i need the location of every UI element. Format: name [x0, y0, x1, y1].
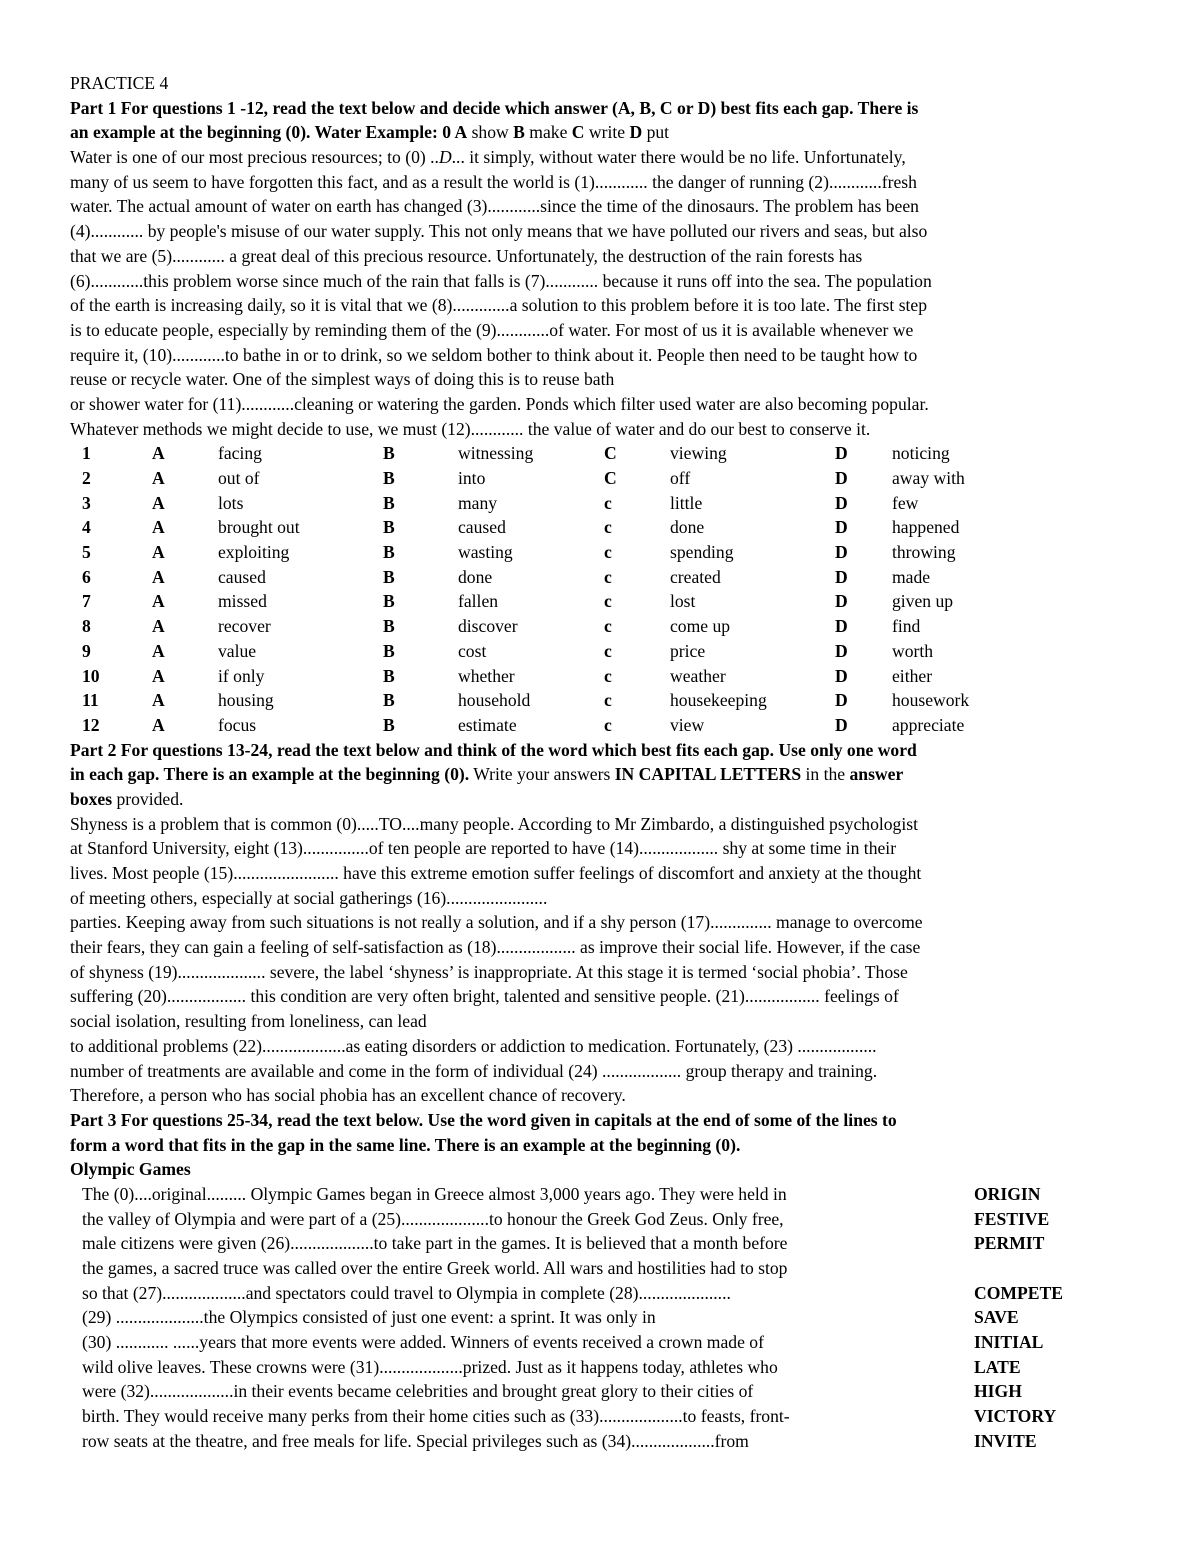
part2-instruction-line3	[70, 787, 1130, 812]
option-letter-b: B	[383, 640, 395, 661]
option-letter-b: B	[383, 665, 395, 686]
part2-text-line: of meeting others, especially at social gatherings (16).......................	[70, 887, 548, 908]
part3-row	[70, 1330, 1130, 1355]
options-row	[70, 688, 1130, 713]
option-letter-d: D	[835, 714, 848, 735]
option-c: spending	[670, 542, 734, 563]
option-d: few	[892, 492, 919, 513]
part2-text-line: Shyness is a problem that is common (0).....TO....many people. According to Mr Zimbardo, a distinguished psychologist	[70, 813, 918, 834]
option-c: lost	[670, 591, 696, 612]
option-d: either	[892, 665, 933, 686]
part2-instruction-line2	[70, 762, 1130, 787]
part2-text-line: social isolation, resulting from loneliness, can lead	[70, 1011, 427, 1032]
part1-text-line: require it, (10)............to bathe in or to drink, so we seldom bother to think about it. People then need to be taught how to	[70, 344, 918, 365]
part1-text-line: of the earth is increasing daily, so it is vital that we (8).............a solution to this problem before it is too late. The first step	[70, 295, 928, 316]
part3-keyword: INITIAL	[974, 1332, 1044, 1353]
part1-instruction: Part 1 For questions 1 -12, read the text below and decide which answer (A, B, C or D) best fits each gap. There is	[70, 97, 919, 118]
part1-options-table	[70, 441, 1130, 737]
part3-keyword: VICTORY	[974, 1406, 1057, 1427]
options-row	[70, 713, 1130, 738]
part1-text-line	[70, 145, 1130, 170]
option-b: caused	[458, 517, 506, 538]
part3-keyword: ORIGIN	[974, 1183, 1041, 1204]
options-row	[70, 639, 1130, 664]
part2-text-line: to additional problems (22)...................as eating disorders or addiction to medication. Fortunately, (23) ..................	[70, 1035, 877, 1056]
option-d: given up	[892, 591, 954, 612]
part1-text-line: that we are (5)............ a great deal of this precious resource. Unfortunately, the destruction of the rain forests has	[70, 245, 863, 266]
part3-text-line: The (0)....original......... Olympic Games began in Greece almost 3,000 years ago. They were held in	[82, 1183, 787, 1204]
options-row	[70, 441, 1130, 466]
part2-text-line: Therefore, a person who has social phobia has an excellent chance of recovery.	[70, 1085, 626, 1106]
option-c: price	[670, 640, 706, 661]
option-a: focus	[218, 714, 257, 735]
part1-text-line: or shower water for (11)............cleaning or watering the garden. Ponds which filter used water are also becoming popular.	[70, 393, 929, 414]
option-letter-d: D	[835, 468, 848, 488]
part2-instruction-emphasis: answer	[849, 764, 904, 785]
question-number: 3	[82, 492, 91, 513]
option-letter-b: B	[383, 492, 395, 513]
part1-text-fragment: ... it simply, without water there would be no life. Unfortunately,	[451, 147, 906, 168]
option-a: out of	[218, 468, 260, 488]
option-letter-d: D	[835, 640, 848, 661]
part1-text-line: Whatever methods we might decide to use, we must (12)............ the value of water and do our best to conserve it.	[70, 418, 871, 439]
option-b: fallen	[458, 591, 499, 612]
option-letter-b: B	[383, 443, 395, 464]
option-letter-d: D	[835, 517, 848, 538]
part3-keyword: PERMIT	[974, 1233, 1045, 1254]
option-letter-a: A	[152, 566, 165, 587]
part2-instruction-emphasis: IN CAPITAL LETTERS	[614, 764, 802, 785]
part3-row	[70, 1429, 1130, 1454]
part1-text-line: reuse or recycle water. One of the simplest ways of doing this is to reuse bath	[70, 369, 615, 390]
part3-text-line: (30) ............ ......years that more events were added. Winners of events received a crown made of	[82, 1332, 764, 1353]
part3-text-line: male citizens were given (26)...................to take part in the games. It is believed that a month before	[82, 1233, 788, 1254]
example-option-word: put	[642, 122, 670, 143]
question-number: 5	[82, 542, 91, 563]
option-letter-c: C	[604, 468, 617, 488]
option-c: view	[670, 714, 705, 735]
option-letter-b: B	[383, 690, 395, 711]
part3-row	[70, 1281, 1130, 1306]
part1-text-line: (6)............this problem worse since much of the rain that falls is (7)............ because it runs off into the sea. The population	[70, 270, 932, 291]
part3-text-line: wild olive leaves. These crowns were (31)...................prized. Just as it happens today, athletes who	[82, 1356, 778, 1377]
option-letter-b: B	[383, 468, 395, 488]
part1-text-fragment: Water is one of our most precious resources; to (0) ..	[70, 147, 439, 168]
example-option-letter: C	[571, 122, 585, 143]
option-d: appreciate	[892, 714, 965, 735]
option-d: made	[892, 566, 931, 587]
option-letter-d: D	[835, 542, 848, 563]
part3-keyword: LATE	[974, 1356, 1021, 1377]
part3-passage	[70, 1182, 1130, 1454]
option-b: cost	[458, 640, 487, 661]
part2-text-line: suffering (20).................. this condition are very often bright, talented and sensitive people. (21)................. feelings of	[70, 986, 899, 1007]
option-letter-d: D	[835, 591, 848, 612]
question-number: 10	[82, 665, 100, 686]
part3-row	[70, 1256, 1130, 1281]
part3-keyword: FESTIVE	[974, 1208, 1050, 1229]
example-option-letter: B	[513, 122, 525, 143]
option-c: come up	[670, 616, 731, 637]
option-letter-b: B	[383, 542, 395, 563]
part1-text-line: (4)............ by people's misuse of our water supply. This not only means that we have polluted our rivers and seas, but also	[70, 221, 928, 242]
part2-text-line: lives. Most people (15)........................ have this extreme emotion suffer feelings of discomfort and anxiety at the thought	[70, 863, 922, 883]
part2-text-line: parties. Keeping away from such situations is not really a solution, and if a shy person (17).............. manage to overcome	[70, 912, 923, 933]
option-a: if only	[218, 665, 265, 686]
option-b: household	[458, 690, 531, 711]
question-number: 7	[82, 591, 91, 612]
page-title: PRACTICE 4	[70, 73, 169, 93]
part3-row	[70, 1404, 1130, 1429]
example-option-word: write	[584, 122, 630, 143]
part2-text-line: at Stanford University, eight (13)...............of ten people are reported to have (14).................. shy at some time in their	[70, 838, 897, 859]
option-d: housework	[892, 690, 970, 711]
option-letter-a: A	[152, 665, 165, 686]
question-number: 8	[82, 616, 91, 637]
option-letter-a: A	[152, 640, 165, 661]
option-letter-a: A	[152, 616, 165, 637]
option-d: worth	[892, 640, 934, 661]
question-number: 2	[82, 468, 91, 488]
option-b: done	[458, 566, 493, 587]
option-letter-c: c	[604, 591, 612, 612]
part3-row	[70, 1355, 1130, 1380]
part3-keyword: COMPETE	[974, 1282, 1063, 1303]
option-letter-d: D	[835, 665, 848, 686]
option-a: missed	[218, 591, 267, 612]
question-number: 4	[82, 517, 91, 538]
option-a: caused	[218, 566, 266, 587]
part3-keyword: HIGH	[974, 1381, 1022, 1402]
options-row	[70, 664, 1130, 689]
option-letter-d: D	[835, 443, 848, 464]
part2-text-line: their fears, they can gain a feeling of self-satisfaction as (18).................. as improve their social life. However, if the case	[70, 937, 921, 958]
option-b: estimate	[458, 714, 517, 735]
options-row	[70, 491, 1130, 516]
options-row	[70, 466, 1130, 491]
part3-row	[70, 1305, 1130, 1330]
question-number: 6	[82, 566, 91, 587]
part1-example-line	[70, 120, 1130, 145]
option-d: happened	[892, 517, 960, 538]
option-b: whether	[458, 665, 515, 686]
part2-text-line: of shyness (19).................... severe, the label ‘shyness’ is inappropriate. At this stage it is termed ‘social phobia’. Those	[70, 961, 908, 982]
question-number: 1	[82, 443, 91, 464]
example-option-word: make	[524, 122, 572, 143]
part1-example-options	[467, 122, 669, 142]
option-c: off	[670, 468, 691, 488]
worksheet-page	[70, 71, 1130, 1454]
part1-text-line: water. The actual amount of water on earth has changed (3)............since the time of the dinosaurs. The problem has been	[70, 196, 919, 217]
question-number: 11	[82, 690, 99, 711]
option-letter-c: c	[604, 566, 612, 587]
option-b: wasting	[458, 542, 513, 563]
option-letter-a: A	[152, 714, 165, 735]
part3-instruction: Part 3 For questions 25-34, read the text below. Use the word given in capitals at the end of some of the lines to	[70, 1109, 897, 1130]
part3-instruction-line2: form a word that fits in the gap in the same line. There is an example at the beginning (0).	[70, 1134, 741, 1155]
part3-text-line: were (32)...................in their events became celebrities and brought great glory to their cities of	[82, 1381, 754, 1402]
option-letter-a: A	[152, 492, 165, 513]
part2-text-line: number of treatments are available and come in the form of individual (24) .................. group therapy and training.	[70, 1060, 878, 1081]
option-letter-c: c	[604, 640, 612, 661]
part1-instruction-cont: an example at the beginning (0). Water Example: 0 A	[70, 122, 468, 143]
part1-passage	[70, 170, 1130, 442]
part1-example-answer: D	[438, 147, 452, 168]
part2-section	[70, 738, 1130, 1108]
option-d: away with	[892, 468, 965, 488]
options-row	[70, 540, 1130, 565]
option-c: little	[670, 492, 703, 513]
option-a: exploiting	[218, 542, 290, 563]
option-letter-a: A	[152, 591, 165, 612]
part3-section	[70, 1108, 1130, 1454]
part2-instruction-emphasis: boxes	[70, 788, 113, 809]
part3-row	[70, 1231, 1130, 1256]
part2-instruction-fragment: in each gap. There is an example at the beginning (0).	[70, 764, 470, 785]
option-c: created	[670, 566, 721, 587]
part2-instruction-fragment: provided.	[112, 788, 184, 809]
option-c: viewing	[670, 443, 727, 464]
option-letter-d: D	[835, 566, 848, 587]
part1-text-line: is to educate people, especially by reminding them of the (9)............of water. For most of us it is available whenever we	[70, 319, 914, 340]
part3-text-line: so that (27)...................and spectators could travel to Olympia in complete (28).....................	[82, 1282, 731, 1303]
part3-row	[70, 1207, 1130, 1232]
option-letter-a: A	[152, 542, 165, 563]
options-row	[70, 589, 1130, 614]
option-b: many	[458, 492, 498, 513]
option-b: discover	[458, 616, 518, 637]
part3-keyword: SAVE	[974, 1307, 1019, 1328]
option-letter-a: A	[152, 468, 165, 488]
part3-text-line: the valley of Olympia and were part of a (25)....................to honour the Greek God Zeus. Only free,	[82, 1208, 784, 1229]
part3-text-line: birth. They would receive many perks from their home cities such as (33)...................to feasts, front-	[82, 1406, 790, 1427]
part2-instruction-fragment: in the	[801, 764, 850, 785]
option-letter-c: c	[604, 616, 612, 637]
option-letter-a: A	[152, 517, 165, 538]
option-letter-a: A	[152, 443, 165, 464]
option-letter-b: B	[383, 714, 395, 735]
option-c: housekeeping	[670, 690, 767, 711]
options-row	[70, 515, 1130, 540]
example-option-letter: D	[629, 122, 643, 143]
part3-row	[70, 1379, 1130, 1404]
part1-text-line: many of us seem to have forgotten this fact, and as a result the world is (1)............ the danger of running (2)............fresh	[70, 171, 917, 192]
option-letter-d: D	[835, 690, 848, 711]
option-a: brought out	[218, 517, 300, 538]
option-letter-c: c	[604, 714, 612, 735]
option-letter-c: c	[604, 492, 612, 513]
option-c: done	[670, 517, 705, 538]
option-a: housing	[218, 690, 274, 711]
option-d: find	[892, 616, 921, 637]
option-c: weather	[670, 665, 726, 686]
part3-text-line: (29) ....................the Olympics consisted of just one event: a sprint. It was only in	[82, 1307, 656, 1328]
option-letter-d: D	[835, 616, 848, 637]
option-letter-d: D	[835, 492, 848, 513]
options-row	[70, 565, 1130, 590]
part3-text-line: the games, a sacred truce was called over the entire Greek world. All wars and hostilities had to stop	[82, 1258, 788, 1278]
option-letter-c: c	[604, 517, 612, 538]
option-d: throwing	[892, 542, 956, 563]
option-letter-b: B	[383, 591, 395, 612]
part2-instruction: Part 2 For questions 13-24, read the text below and think of the word which best fits each gap. Use only one word	[70, 739, 917, 760]
part3-keyword: INVITE	[974, 1430, 1037, 1451]
option-a: lots	[218, 492, 244, 513]
part3-heading: Olympic Games	[70, 1159, 191, 1180]
question-number: 9	[82, 640, 91, 661]
option-letter-c: c	[604, 665, 612, 686]
part1-section	[70, 96, 1130, 738]
part3-row	[70, 1182, 1130, 1207]
option-letter-c: c	[604, 542, 612, 563]
option-a: value	[218, 640, 257, 661]
option-letter-b: B	[383, 616, 395, 637]
option-b: into	[458, 468, 486, 488]
part2-passage	[70, 812, 1130, 1108]
option-letter-b: B	[383, 566, 395, 587]
example-option-word: show	[467, 122, 514, 143]
part3-text-line: row seats at the theatre, and free meals for life. Special privileges such as (34)...................from	[82, 1430, 749, 1451]
option-a: recover	[218, 616, 271, 637]
option-letter-a: A	[152, 690, 165, 711]
part2-instruction-fragment: Write your answers	[469, 764, 615, 785]
options-row	[70, 614, 1130, 639]
option-d: noticing	[892, 443, 950, 464]
option-letter-c: C	[604, 443, 617, 464]
option-letter-b: B	[383, 517, 395, 538]
question-number: 12	[82, 714, 100, 735]
option-b: witnessing	[458, 443, 534, 464]
option-a: facing	[218, 443, 262, 464]
option-letter-c: c	[604, 690, 612, 711]
